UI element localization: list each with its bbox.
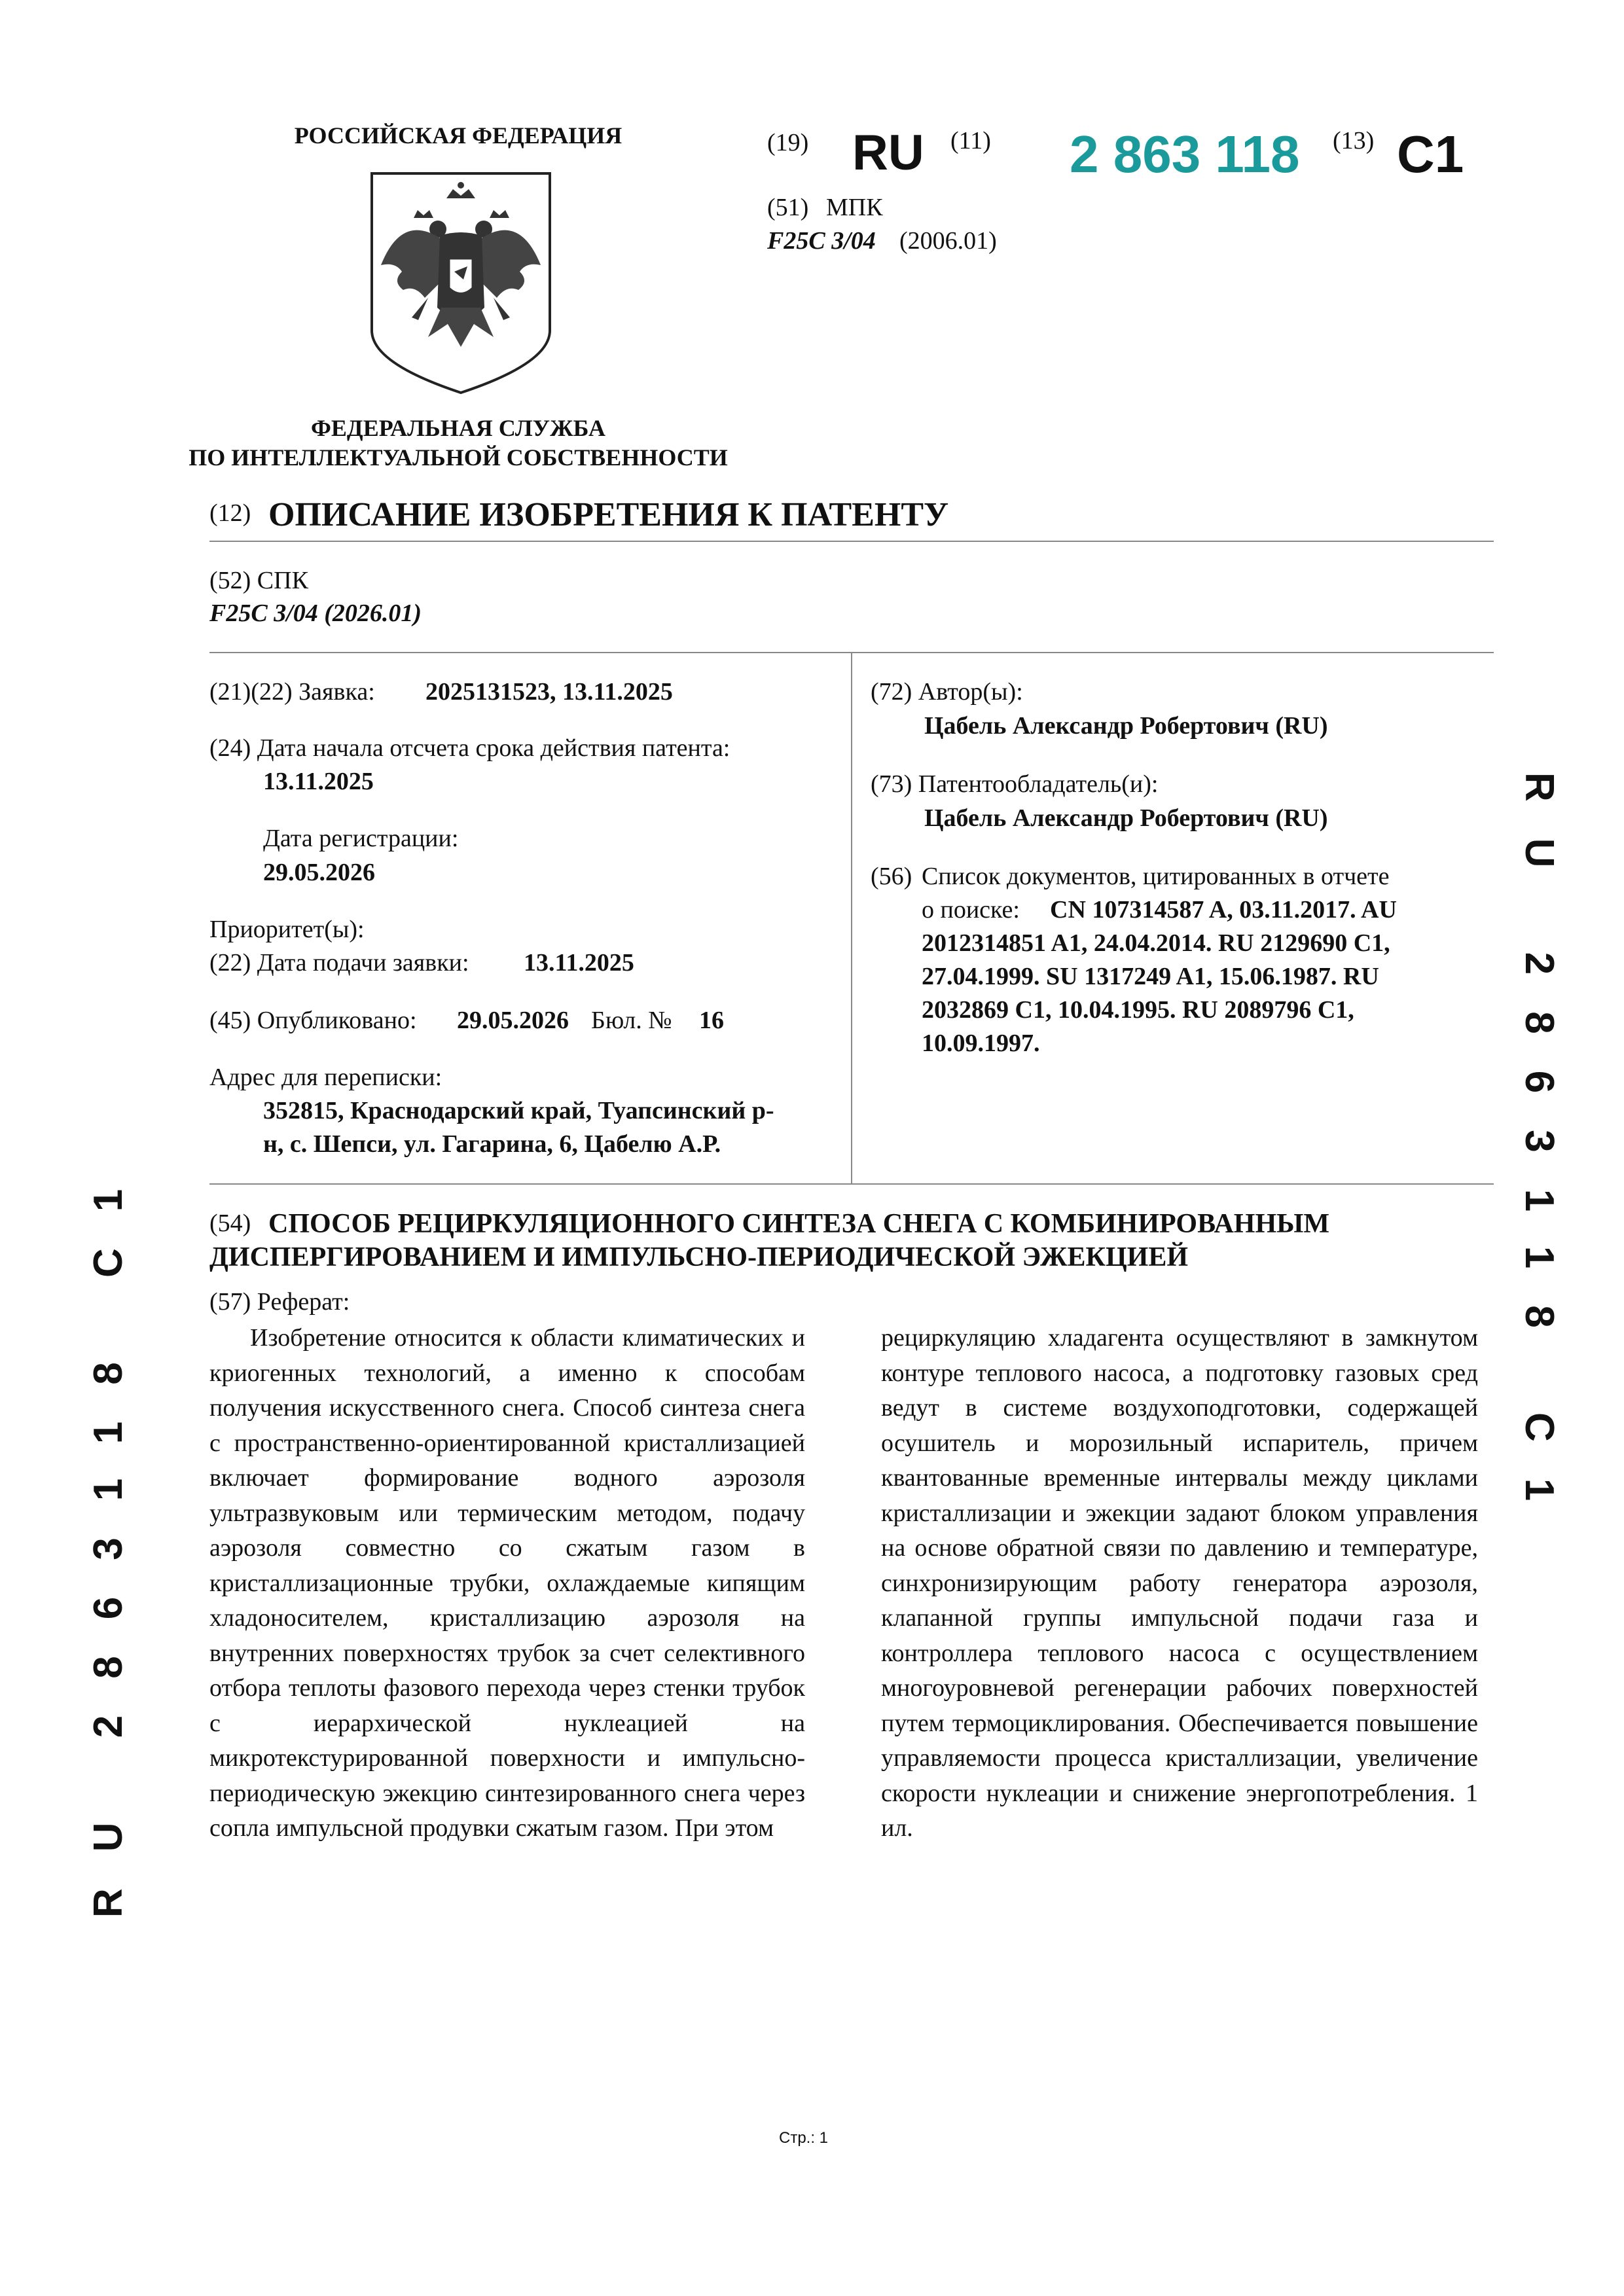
- cited-docs-line3: 27.04.1999. SU 1317249 A1, 15.06.1987. RU: [922, 963, 1379, 990]
- document-title: ОПИСАНИЕ ИЗОБРЕТЕНИЯ К ПАТЕНТУ: [268, 496, 949, 533]
- filing-date-value: 13.11.2025: [524, 949, 634, 977]
- bulletin-value: 16: [699, 1007, 724, 1034]
- application-label: (21)(22) Заявка:: [209, 678, 375, 706]
- cited-docs-code: (56): [871, 863, 912, 890]
- registration-label: Дата регистрации:: [263, 825, 459, 852]
- inid-code-19: (19): [767, 129, 809, 156]
- patent-number: 2 863 118: [1070, 125, 1300, 183]
- page-number: Стр.: 1: [779, 2129, 829, 2147]
- term-start-label: (24) Дата начала отсчета срока действия патента:: [209, 734, 731, 762]
- side-label-right: RU 2863118 C1: [1517, 772, 1562, 1538]
- mpk-class: F25C 3/04: [767, 227, 876, 255]
- address-line2: н, с. Шепси, ул. Гагарина, 6, Цабелю А.Р.: [263, 1130, 721, 1158]
- cited-docs-line5: 10.09.1997.: [922, 1030, 1040, 1057]
- inid-code-54: (54): [209, 1210, 251, 1237]
- filing-date-label: (22) Дата подачи заявки:: [209, 949, 469, 977]
- author-value: Цабель Александр Робертович (RU): [924, 712, 1328, 740]
- column-divider: [851, 652, 852, 1183]
- invention-title-line2: ДИСПЕРГИРОВАНИЕМ И ИМПУЛЬСНО-ПЕРИОДИЧЕСКОЙ ЭЖЕКЦИЕЙ: [209, 1242, 1189, 1272]
- cited-docs-line1: CN 107314587 A, 03.11.2017. AU: [1050, 896, 1397, 924]
- side-label-left: RU 2863118 C1: [86, 1152, 131, 1918]
- author-label: (72) Автор(ы):: [871, 678, 1023, 706]
- registration-value: 29.05.2026: [263, 859, 375, 886]
- priority-label: Приоритет(ы):: [209, 916, 365, 943]
- bulletin-label: Бюл. №: [591, 1007, 672, 1034]
- inid-code-12: (12): [209, 499, 251, 527]
- country-code: RU: [852, 125, 924, 181]
- owner-value: Цабель Александр Робертович (RU): [924, 804, 1328, 832]
- address-line1: 352815, Краснодарский край, Туапсинский р-: [263, 1097, 774, 1124]
- spk-class: F25C 3/04 (2026.01): [209, 600, 422, 627]
- cited-docs-line4: 2032869 C1, 10.04.1995. RU 2089796 C1,: [922, 996, 1354, 1024]
- inid-code-51: (51): [767, 194, 809, 221]
- invention-title-line1: СПОСОБ РЕЦИРКУЛЯЦИОННОГО СИНТЕЗА СНЕГА С КОМБИНИРОВАННЫМ: [268, 1209, 1330, 1239]
- application-value: 2025131523, 13.11.2025: [425, 678, 673, 706]
- kind-code: C1: [1397, 125, 1464, 183]
- owner-label: (73) Патентообладатель(и):: [871, 770, 1159, 798]
- cited-docs-line2: 2012314851 A1, 24.04.2014. RU 2129690 C1,: [922, 929, 1390, 957]
- country-name: РОССИЙСКАЯ ФЕДЕРАЦИЯ: [294, 122, 623, 149]
- divider-biblio: [209, 1183, 1494, 1185]
- inid-code-13: (13): [1333, 127, 1375, 154]
- cited-docs-label: Список документов, цитированных в отчете: [922, 863, 1390, 890]
- cited-docs-label-l2: о поиске:: [922, 896, 1020, 924]
- office-name-line1: ФЕДЕРАЛЬНАЯ СЛУЖБА: [311, 415, 605, 441]
- inid-code-11: (11): [950, 127, 991, 154]
- spk-label: (52) СПК: [209, 567, 308, 594]
- published-value: 29.05.2026: [457, 1007, 569, 1034]
- mpk-version: (2006.01): [899, 227, 997, 255]
- published-label: (45) Опубликовано:: [209, 1007, 417, 1034]
- office-name-line2: ПО ИНТЕЛЛЕКТУАЛЬНОЙ СОБСТВЕННОСТИ: [189, 444, 728, 471]
- mpk-label: МПК: [826, 194, 883, 221]
- term-start-value: 13.11.2025: [263, 768, 374, 795]
- divider-title: [209, 541, 1494, 542]
- address-label: Адрес для переписки:: [209, 1064, 442, 1091]
- abstract-column-1: Изобретение относится к области климатических и криогенных технологий, а именно к способам получения искусственного снега. Способ синтеза снега с пространственно-ориентированной кристаллизацией включает формирование водного аэрозоля ультразвуковым или термическим методом, подачу аэрозоля совместно со сжатым газом в кристаллизационные трубки, охлаждаемые кипящим хладоносителем, кристаллизацию аэрозоля на внутренних поверхностях трубок за счет селективного отбора теплоты фазового перехода через стенки трубок с иерархической нуклеацией на микротекстурированной поверхности и импульсно-периодическую эжекцию синтезированного снега через сопла импульсной продувки сжатым газом. При этом: [209, 1324, 805, 1842]
- abstract-label: (57) Реферат:: [209, 1288, 350, 1316]
- abstract-column-2: рециркуляцию хладагента осуществляют в замкнутом контуре теплового насоса, а подготовку газовых сред ведут в системе воздухоподготовки, содержащей осушитель и морозильный испаритель, причем квантованные временные интервалы между циклами кристаллизации и эжекции задают блоком управления на основе обратной связи по давлению и температуре, синхронизирующим работу генератора аэрозоля, клапанной группы импульсной подачи газа и контроллера теплового насоса с осуществлением многоуровневой регенерации рабочих поверхностей путем термоциклирования. Обеспечивается повышение управляемости процесса кристаллизации, увеличение скорости нуклеации и снижение энергопотребления. 1 ил.: [881, 1324, 1478, 1842]
- russian-coat-of-arms-icon: [363, 167, 559, 396]
